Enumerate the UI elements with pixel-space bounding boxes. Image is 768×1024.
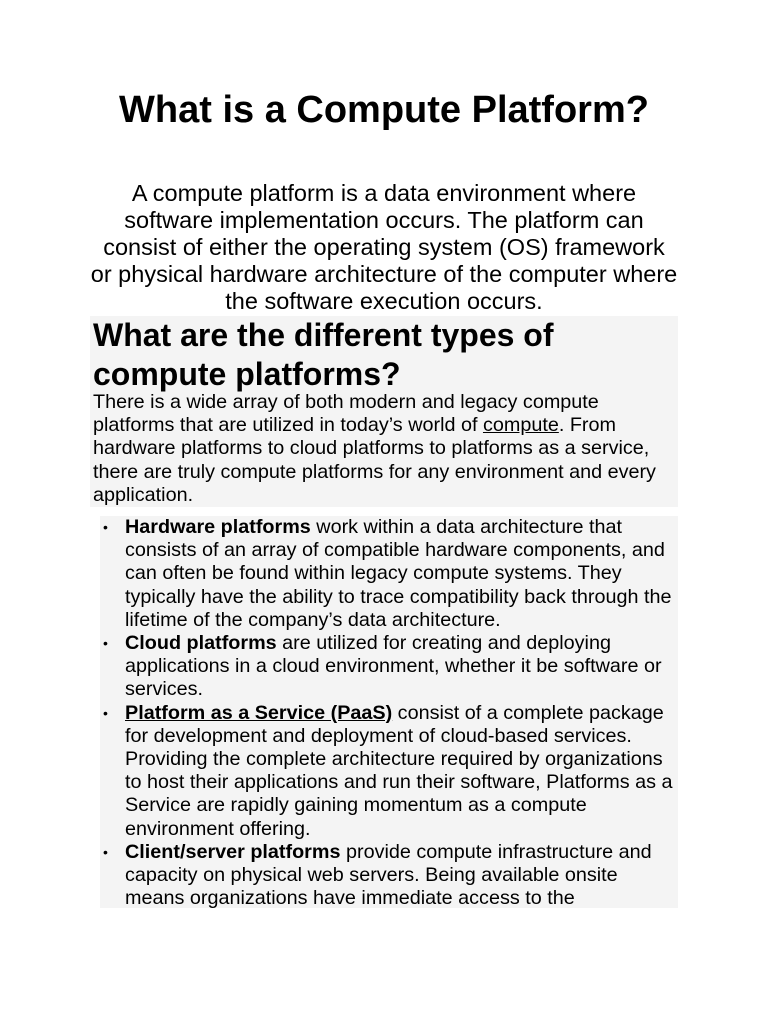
list-item-text: provide compute infrastructure and capacity on physical web servers. Being available onsite means organizations have immediate access to the [125, 840, 652, 910]
list-item-term: Client/server platforms [125, 840, 341, 863]
list-item-text: are utilized for creating and deploying applications in a cloud environment, whether it be software or services. [125, 632, 662, 701]
list-item-term: Cloud platforms [125, 632, 277, 655]
list-item-term: Hardware platforms [125, 516, 311, 538]
bullet-icon: • [103, 519, 108, 535]
section-paragraph-text-1: There is a wide array of both modern and legacy compute platforms that are utilized in today’s world of [93, 391, 599, 437]
section-paragraph [93, 391, 678, 507]
platform-types-list [100, 516, 678, 910]
list-item-paas [100, 702, 678, 841]
list-item-text: consist of a complete package for development and deployment of cloud-based services. Providing the complete architecture required by organizations to host their applications and run their software, Platforms as a Service are rapidly gaining momentum as a compute environment offering. [125, 701, 673, 840]
bullet-icon: • [103, 635, 108, 652]
section-heading: What are the different types of compute platforms? [93, 317, 554, 392]
bullet-icon: • [103, 704, 108, 721]
list-item-hardware [100, 516, 678, 632]
list-item-client-server [100, 841, 678, 911]
bullet-icon: • [103, 843, 108, 860]
intro-paragraph: A compute platform is a data environment where software implementation occurs. The platform can consist of either the operating system (OS) framework or physical hardware architecture of the computer where the software execution occurs. [90, 180, 678, 314]
section-paragraph-text-2: . From hardware platforms to cloud platforms to platforms as a service, there are truly compute platforms for any environment and every application. [93, 414, 656, 506]
list-item-term[interactable]: Platform as a Service (PaaS) [125, 701, 393, 724]
paas-link[interactable] [125, 702, 392, 724]
compute-link[interactable]: compute [482, 414, 559, 437]
list-item-text: work within a data architecture that consists of an array of compatible hardware components, and can often be found within legacy compute systems. They typically have the ability to trace compatibility back through the lifetime of the company’s data architecture. [125, 516, 672, 631]
list-item-cloud [100, 632, 678, 702]
page-title: What is a Compute Platform? [119, 89, 649, 131]
